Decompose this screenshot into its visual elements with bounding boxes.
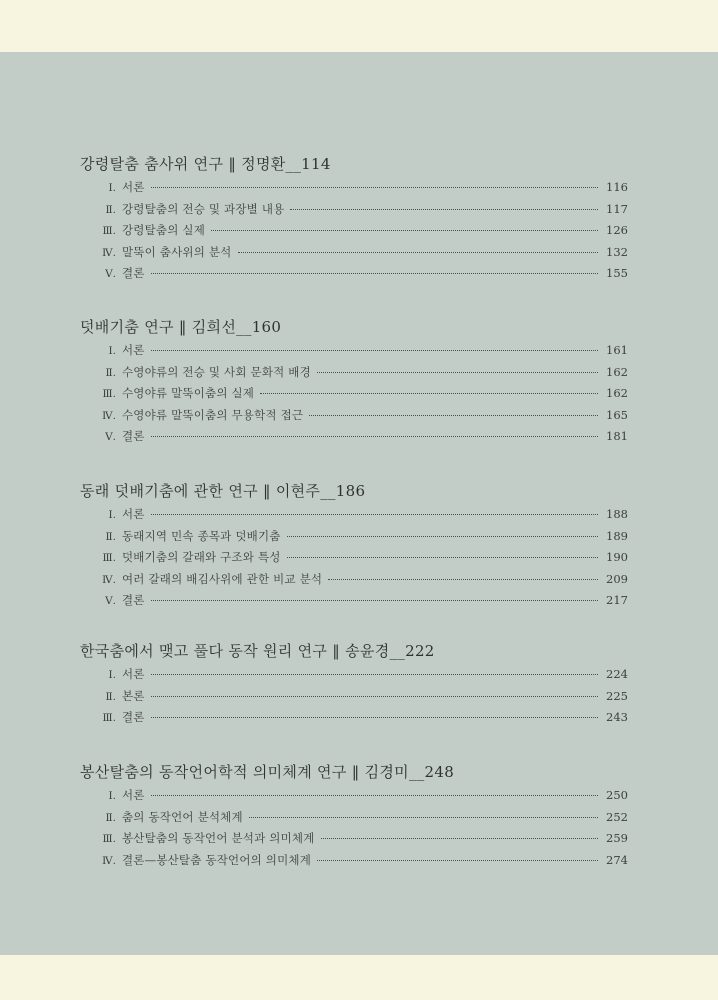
entry-title: 봉산탈춤의 동작언어 분석과 의미체계 — [122, 831, 315, 845]
dot-leader — [151, 514, 598, 515]
toc-entry — [80, 364, 628, 386]
entry-number: Ⅱ. — [105, 203, 116, 216]
toc-entry — [80, 201, 628, 223]
entry-number: Ⅱ. — [105, 366, 116, 379]
entry-number: Ⅳ. — [102, 854, 116, 867]
toc-section — [80, 641, 628, 731]
dot-leader — [151, 600, 598, 601]
toc-entry — [80, 809, 628, 831]
toc-entry — [80, 688, 628, 710]
entry-title: 서론 — [122, 180, 145, 194]
entry-title: 강령탈춤의 전승 및 과장별 내용 — [122, 201, 285, 216]
toc-entry — [80, 265, 628, 287]
toc-entry — [80, 830, 628, 852]
toc-section — [80, 481, 628, 614]
section-title: 강령탈춤 춤사위 연구 ‖ 정명환__114 — [80, 155, 331, 173]
entry-title: 수영야류 말뚝이춤의 무용학적 접근 — [122, 407, 304, 422]
entry-page: 181 — [606, 429, 628, 443]
dot-leader — [321, 838, 598, 839]
entry-list — [80, 666, 628, 731]
entry-list — [80, 179, 628, 287]
dot-leader — [151, 187, 598, 188]
entry-number: Ⅴ. — [105, 268, 116, 280]
dot-leader — [151, 436, 598, 437]
section-title: 동래 덧배기춤에 관한 연구 ‖ 이현주__186 — [80, 482, 366, 500]
entry-page: 162 — [606, 364, 628, 379]
entry-title: 본론 — [122, 688, 145, 703]
entry-number: Ⅴ. — [105, 595, 116, 607]
entry-number: Ⅲ. — [102, 552, 116, 564]
entry-page: 259 — [606, 831, 628, 845]
entry-page: 225 — [606, 688, 628, 703]
dot-leader — [151, 273, 598, 274]
entry-page: 132 — [606, 244, 628, 259]
dot-leader — [249, 817, 598, 818]
entry-number: Ⅴ. — [105, 431, 116, 443]
entry-page: 217 — [606, 593, 628, 607]
dot-leader — [151, 717, 598, 718]
entry-number: Ⅳ. — [102, 246, 116, 259]
entry-title: 결론 — [122, 266, 145, 280]
dot-leader — [151, 350, 598, 351]
dot-leader — [290, 209, 598, 210]
toc-entry — [80, 592, 628, 614]
entry-title: 강령탈춤의 실제 — [122, 223, 206, 237]
toc-entry — [80, 385, 628, 407]
dot-leader — [151, 795, 598, 796]
entry-page: 189 — [606, 528, 628, 543]
section-title: 한국춤에서 맺고 풀다 동작 원리 연구 ‖ 송윤경__222 — [80, 642, 435, 660]
entry-number: Ⅳ. — [102, 573, 116, 586]
entry-number: Ⅰ. — [108, 182, 116, 194]
dot-leader — [309, 415, 598, 416]
entry-number: Ⅳ. — [102, 409, 116, 422]
entry-number: Ⅰ. — [108, 509, 116, 521]
toc-entry — [80, 571, 628, 593]
section-title: 덧배기춤 연구 ‖ 김희선__160 — [80, 318, 282, 336]
entry-list — [80, 787, 628, 873]
toc-entry — [80, 244, 628, 266]
toc-entry — [80, 222, 628, 244]
entry-page: 161 — [606, 343, 628, 357]
entry-title: 수영야류 말뚝이춤의 실제 — [122, 386, 255, 400]
entry-page: 162 — [606, 386, 628, 400]
toc-section — [80, 317, 628, 450]
entry-list — [80, 342, 628, 450]
entry-page: 188 — [606, 507, 628, 521]
toc-entry — [80, 342, 628, 364]
toc-entry — [80, 709, 628, 731]
toc-entry — [80, 428, 628, 450]
entry-page: 250 — [606, 788, 628, 802]
entry-title: 서론 — [122, 788, 145, 802]
dot-leader — [151, 696, 598, 697]
book-page — [0, 52, 718, 955]
entry-title: 결론 — [122, 593, 145, 607]
entry-page: 252 — [606, 809, 628, 824]
dot-leader — [238, 252, 599, 253]
entry-page: 165 — [606, 407, 628, 422]
entry-number: Ⅰ. — [108, 790, 116, 802]
entry-title: 결론 — [122, 710, 145, 724]
toc-entry — [80, 787, 628, 809]
entry-list — [80, 506, 628, 614]
entry-number: Ⅲ. — [102, 833, 116, 845]
entry-page: 190 — [606, 550, 628, 564]
toc-entry — [80, 506, 628, 528]
entry-page: 243 — [606, 710, 628, 724]
entry-page: 126 — [606, 223, 628, 237]
entry-number: Ⅲ. — [102, 225, 116, 237]
dot-leader — [151, 674, 598, 675]
entry-title: 수영야류의 전승 및 사회 문화적 배경 — [122, 364, 311, 379]
entry-page: 117 — [606, 201, 628, 216]
entry-number: Ⅱ. — [105, 811, 116, 824]
entry-page: 224 — [606, 667, 628, 681]
dot-leader — [317, 860, 598, 861]
entry-page: 209 — [606, 571, 628, 586]
toc-entry — [80, 549, 628, 571]
toc-section — [80, 154, 628, 287]
section-title: 봉산탈춤의 동작언어학적 의미체계 연구 ‖ 김경미__248 — [80, 763, 455, 781]
dot-leader — [317, 372, 598, 373]
entry-title: 서론 — [122, 507, 145, 521]
entry-title: 동래지역 민속 종목과 덧배기춤 — [122, 528, 281, 543]
dot-leader — [328, 579, 598, 580]
dot-leader — [287, 536, 598, 537]
toc-entry — [80, 852, 628, 874]
entry-page: 274 — [606, 852, 628, 867]
dot-leader — [260, 393, 598, 394]
entry-number: Ⅱ. — [105, 530, 116, 543]
toc-section — [80, 762, 628, 873]
entry-number: Ⅰ. — [108, 669, 116, 681]
toc-entry — [80, 666, 628, 688]
entry-title: 춤의 동작언어 분석체계 — [122, 809, 243, 824]
entry-title: 결론 — [122, 429, 145, 443]
entry-title: 덧배기춤의 갈래와 구조와 특성 — [122, 550, 281, 564]
entry-page: 116 — [606, 180, 628, 194]
entry-title: 말뚝이 춤사위의 분석 — [122, 244, 232, 259]
dot-leader — [287, 557, 598, 558]
toc-entry — [80, 407, 628, 429]
entry-title: 서론 — [122, 667, 145, 681]
entry-number: Ⅱ. — [105, 690, 116, 703]
entry-title: 여러 갈래의 배김사위에 관한 비교 분석 — [122, 571, 323, 586]
entry-number: Ⅰ. — [108, 345, 116, 357]
toc-entry — [80, 528, 628, 550]
entry-number: Ⅲ. — [102, 712, 116, 724]
toc-entry — [80, 179, 628, 201]
entry-title: 서론 — [122, 343, 145, 357]
dot-leader — [211, 230, 598, 231]
entry-title: 결론—봉산탈춤 동작언어의 의미체계 — [122, 852, 312, 867]
entry-page: 155 — [606, 266, 628, 280]
entry-number: Ⅲ. — [102, 388, 116, 400]
